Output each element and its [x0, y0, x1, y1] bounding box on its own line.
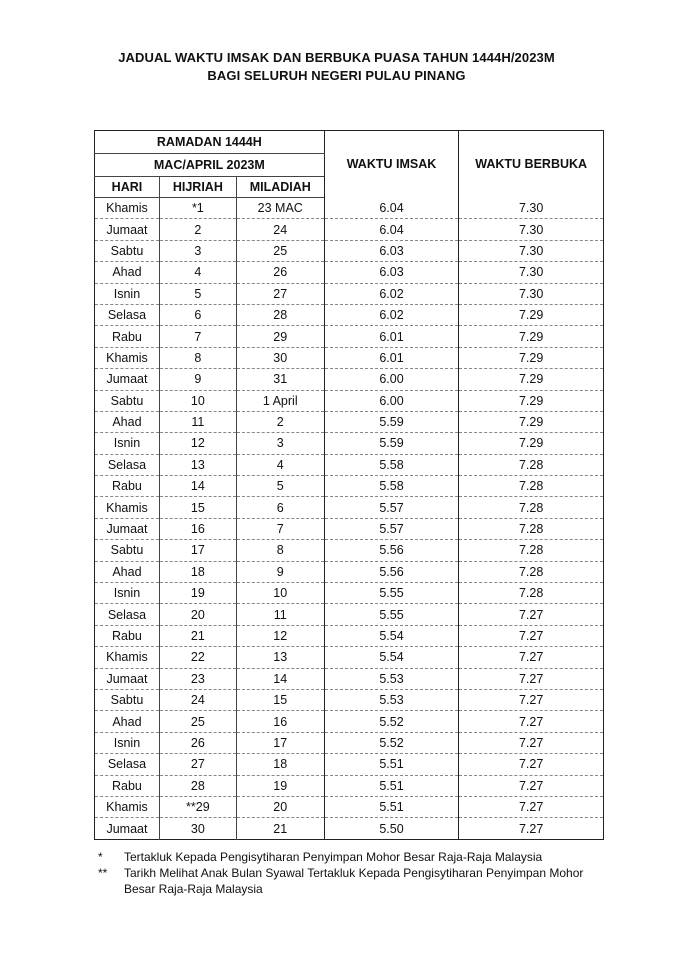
cell-berbuka: 7.27: [459, 775, 604, 796]
cell-berbuka: 7.27: [459, 647, 604, 668]
table-row: [95, 347, 604, 368]
footnote-mark: **: [98, 866, 108, 880]
table-row: [95, 540, 604, 561]
table-row: [95, 561, 604, 582]
table-row: [95, 796, 604, 817]
cell-imsak: 6.04: [324, 198, 459, 219]
cell-hari: Ahad: [95, 561, 160, 582]
cell-hari: Khamis: [95, 198, 160, 219]
table-row: [95, 711, 604, 732]
cell-berbuka: 7.28: [459, 454, 604, 475]
cell-imsak: 5.57: [324, 518, 459, 539]
header-month: MAC/APRIL 2023M: [95, 154, 325, 177]
cell-imsak: 5.54: [324, 647, 459, 668]
table-row: [95, 818, 604, 839]
cell-imsak: 5.51: [324, 775, 459, 796]
cell-imsak: 5.58: [324, 476, 459, 497]
cell-berbuka: 7.28: [459, 583, 604, 604]
cell-miladiah: 30: [236, 347, 324, 368]
table-row: [95, 689, 604, 710]
cell-imsak: 6.03: [324, 240, 459, 261]
cell-hari: Isnin: [95, 433, 160, 454]
cell-miladiah: 6: [236, 497, 324, 518]
cell-imsak: 5.53: [324, 668, 459, 689]
cell-miladiah: 23 MAC: [236, 198, 324, 219]
cell-imsak: 6.04: [324, 219, 459, 240]
cell-berbuka: 7.27: [459, 796, 604, 817]
cell-berbuka: 7.29: [459, 369, 604, 390]
cell-miladiah: 18: [236, 754, 324, 775]
footnote-mark: *: [98, 850, 103, 864]
cell-miladiah: 4: [236, 454, 324, 475]
footnotes: [98, 849, 618, 897]
cell-hari: Isnin: [95, 283, 160, 304]
cell-berbuka: 7.29: [459, 326, 604, 347]
cell-imsak: 5.52: [324, 732, 459, 753]
cell-hari: Isnin: [95, 583, 160, 604]
cell-hijriah: 30: [159, 818, 236, 839]
cell-miladiah: 12: [236, 625, 324, 646]
cell-miladiah: 7: [236, 518, 324, 539]
cell-berbuka: 7.27: [459, 689, 604, 710]
cell-hijriah: 13: [159, 454, 236, 475]
cell-hari: Rabu: [95, 625, 160, 646]
table-row: [95, 476, 604, 497]
cell-hijriah: 8: [159, 347, 236, 368]
cell-hari: Jumaat: [95, 668, 160, 689]
cell-miladiah: 31: [236, 369, 324, 390]
cell-miladiah: 1 April: [236, 390, 324, 411]
cell-berbuka: 7.30: [459, 283, 604, 304]
cell-hari: Sabtu: [95, 689, 160, 710]
table-row: [95, 262, 604, 283]
cell-hijriah: 10: [159, 390, 236, 411]
cell-miladiah: 29: [236, 326, 324, 347]
cell-hari: Jumaat: [95, 369, 160, 390]
cell-miladiah: 8: [236, 540, 324, 561]
cell-berbuka: 7.27: [459, 711, 604, 732]
cell-hijriah: 14: [159, 476, 236, 497]
cell-berbuka: 7.29: [459, 433, 604, 454]
cell-imsak: 5.54: [324, 625, 459, 646]
header-miladiah: MILADIAH: [236, 177, 324, 198]
cell-hijriah: 12: [159, 433, 236, 454]
footnote-text: Tarikh Melihat Anak Bulan Syawal Tertakluk Kepada Pengisytiharan Penyimpan Mohor Besar Raja-Raja Malaysia: [124, 866, 584, 896]
cell-hari: Sabtu: [95, 390, 160, 411]
cell-imsak: 5.55: [324, 583, 459, 604]
cell-hari: Jumaat: [106, 821, 148, 836]
cell-hijriah: 21: [159, 625, 236, 646]
cell-hijriah: 19: [159, 583, 236, 604]
cell-berbuka: 7.30: [459, 262, 604, 283]
cell-hijriah: 4: [159, 262, 236, 283]
cell-hijriah: 17: [159, 540, 236, 561]
table-row: [95, 198, 604, 219]
table-row: [95, 625, 604, 646]
cell-berbuka: 7.27: [459, 818, 604, 839]
cell-imsak: 6.00: [324, 390, 459, 411]
table-row: [95, 647, 604, 668]
cell-miladiah: 16: [236, 711, 324, 732]
cell-miladiah: 14: [236, 668, 324, 689]
cell-hari: Selasa: [95, 754, 160, 775]
cell-hijriah: *1: [159, 198, 236, 219]
cell-miladiah: 3: [236, 433, 324, 454]
cell-imsak: 5.50: [324, 818, 459, 839]
cell-hari: Isnin: [95, 732, 160, 753]
cell-miladiah: 27: [236, 283, 324, 304]
footnote: [98, 849, 618, 865]
cell-imsak: 5.52: [324, 711, 459, 732]
cell-hari: Ahad: [95, 411, 160, 432]
cell-hijriah: **29: [159, 796, 236, 817]
cell-imsak: 6.00: [324, 369, 459, 390]
cell-hari: Sabtu: [95, 540, 160, 561]
cell-miladiah: 19: [236, 775, 324, 796]
cell-imsak: 5.51: [324, 754, 459, 775]
cell-hari: Ahad: [95, 262, 160, 283]
cell-hari: Jumaat: [95, 518, 160, 539]
table-row: [95, 668, 604, 689]
table-row: [95, 454, 604, 475]
table-row: [95, 775, 604, 796]
cell-imsak: 5.51: [324, 796, 459, 817]
cell-hari: Rabu: [95, 775, 160, 796]
cell-hari: Khamis: [95, 647, 160, 668]
table-row: [95, 283, 604, 304]
cell-miladiah: 21: [236, 818, 324, 839]
cell-imsak: 5.56: [324, 561, 459, 582]
cell-hijriah: 2: [159, 219, 236, 240]
cell-berbuka: 7.28: [459, 497, 604, 518]
cell-hijriah: 20: [159, 604, 236, 625]
table-row: [95, 390, 604, 411]
cell-hijriah: 18: [159, 561, 236, 582]
cell-imsak: 5.59: [324, 411, 459, 432]
table-row: [95, 411, 604, 432]
cell-imsak: 6.01: [324, 326, 459, 347]
cell-berbuka: 7.29: [459, 304, 604, 325]
cell-hari: Khamis: [95, 497, 160, 518]
cell-hijriah: 6: [159, 304, 236, 325]
cell-imsak: 5.58: [324, 454, 459, 475]
header-waktu-berbuka: WAKTU BERBUKA: [459, 131, 604, 198]
cell-hijriah: 26: [159, 732, 236, 753]
cell-imsak: 6.02: [324, 283, 459, 304]
cell-hari: Khamis: [95, 796, 160, 817]
cell-hari: Khamis: [95, 347, 160, 368]
table-row: [95, 219, 604, 240]
table-row: [95, 518, 604, 539]
cell-berbuka: 7.30: [459, 219, 604, 240]
cell-miladiah: 26: [236, 262, 324, 283]
header-ramadan: RAMADAN 1444H: [95, 131, 325, 154]
cell-hari: Rabu: [95, 326, 160, 347]
cell-hari: Jumaat: [95, 219, 160, 240]
cell-miladiah: 17: [236, 732, 324, 753]
cell-berbuka: 7.27: [459, 625, 604, 646]
cell-hijriah: 5: [159, 283, 236, 304]
cell-berbuka: 7.28: [459, 540, 604, 561]
cell-berbuka: 7.28: [459, 518, 604, 539]
cell-miladiah: 11: [236, 604, 324, 625]
cell-imsak: 5.59: [324, 433, 459, 454]
cell-imsak: 5.57: [324, 497, 459, 518]
table-row: [95, 732, 604, 753]
header-hijriah: HIJRIAH: [159, 177, 236, 198]
document-title: JADUAL WAKTU IMSAK DAN BERBUKA PUASA TAHUN 1444H/2023M: [118, 50, 555, 65]
cell-hijriah: 9: [159, 369, 236, 390]
cell-imsak: 5.55: [324, 604, 459, 625]
cell-berbuka: 7.29: [459, 347, 604, 368]
cell-hijriah: 7: [159, 326, 236, 347]
cell-berbuka: 7.27: [459, 604, 604, 625]
cell-berbuka: 7.29: [459, 411, 604, 432]
cell-hijriah: 22: [159, 647, 236, 668]
cell-berbuka: 7.28: [459, 476, 604, 497]
table-row: [95, 240, 604, 261]
cell-hari: Sabtu: [95, 240, 160, 261]
cell-hijriah: 24: [159, 689, 236, 710]
cell-hijriah: 16: [159, 518, 236, 539]
cell-miladiah: 13: [236, 647, 324, 668]
cell-berbuka: 7.27: [459, 668, 604, 689]
cell-imsak: 5.56: [324, 540, 459, 561]
table-row: [95, 433, 604, 454]
cell-imsak: 6.02: [324, 304, 459, 325]
cell-hijriah: 3: [159, 240, 236, 261]
cell-berbuka: 7.27: [459, 754, 604, 775]
cell-hijriah: 27: [159, 754, 236, 775]
table-row: [95, 326, 604, 347]
schedule-table: [94, 130, 604, 840]
document-subtitle: BAGI SELURUH NEGERI PULAU PINANG: [207, 68, 466, 83]
cell-hijriah: 28: [159, 775, 236, 796]
cell-imsak: 6.01: [324, 347, 459, 368]
cell-miladiah: 2: [236, 411, 324, 432]
cell-miladiah: 15: [236, 689, 324, 710]
cell-berbuka: 7.30: [459, 198, 604, 219]
cell-berbuka: 7.29: [459, 390, 604, 411]
cell-miladiah: 10: [236, 583, 324, 604]
cell-imsak: 6.03: [324, 262, 459, 283]
cell-miladiah: 9: [236, 561, 324, 582]
footnote: [98, 865, 618, 897]
cell-miladiah: 28: [236, 304, 324, 325]
table-row: [95, 304, 604, 325]
cell-miladiah: 24: [236, 219, 324, 240]
table-row: [95, 604, 604, 625]
table-row: [95, 754, 604, 775]
table-row: [95, 583, 604, 604]
cell-miladiah: 25: [236, 240, 324, 261]
cell-hari: Selasa: [95, 604, 160, 625]
cell-hari: Selasa: [95, 304, 160, 325]
header-hari: HARI: [95, 177, 160, 198]
header-waktu-imsak: WAKTU IMSAK: [324, 131, 459, 198]
cell-hijriah: 25: [159, 711, 236, 732]
table-row: [95, 497, 604, 518]
table-row: [95, 369, 604, 390]
cell-hari: Ahad: [95, 711, 160, 732]
cell-hijriah: 11: [159, 411, 236, 432]
cell-miladiah: 5: [236, 476, 324, 497]
cell-berbuka: 7.30: [459, 240, 604, 261]
cell-berbuka: 7.27: [459, 732, 604, 753]
footnote-text: Tertakluk Kepada Pengisytiharan Penyimpan Mohor Besar Raja-Raja Malaysia: [124, 850, 543, 864]
cell-hijriah: 15: [159, 497, 236, 518]
cell-hari: Selasa: [95, 454, 160, 475]
cell-berbuka: 7.28: [459, 561, 604, 582]
cell-miladiah: 20: [236, 796, 324, 817]
cell-imsak: 5.53: [324, 689, 459, 710]
cell-hari: Rabu: [95, 476, 160, 497]
cell-hijriah: 23: [159, 668, 236, 689]
